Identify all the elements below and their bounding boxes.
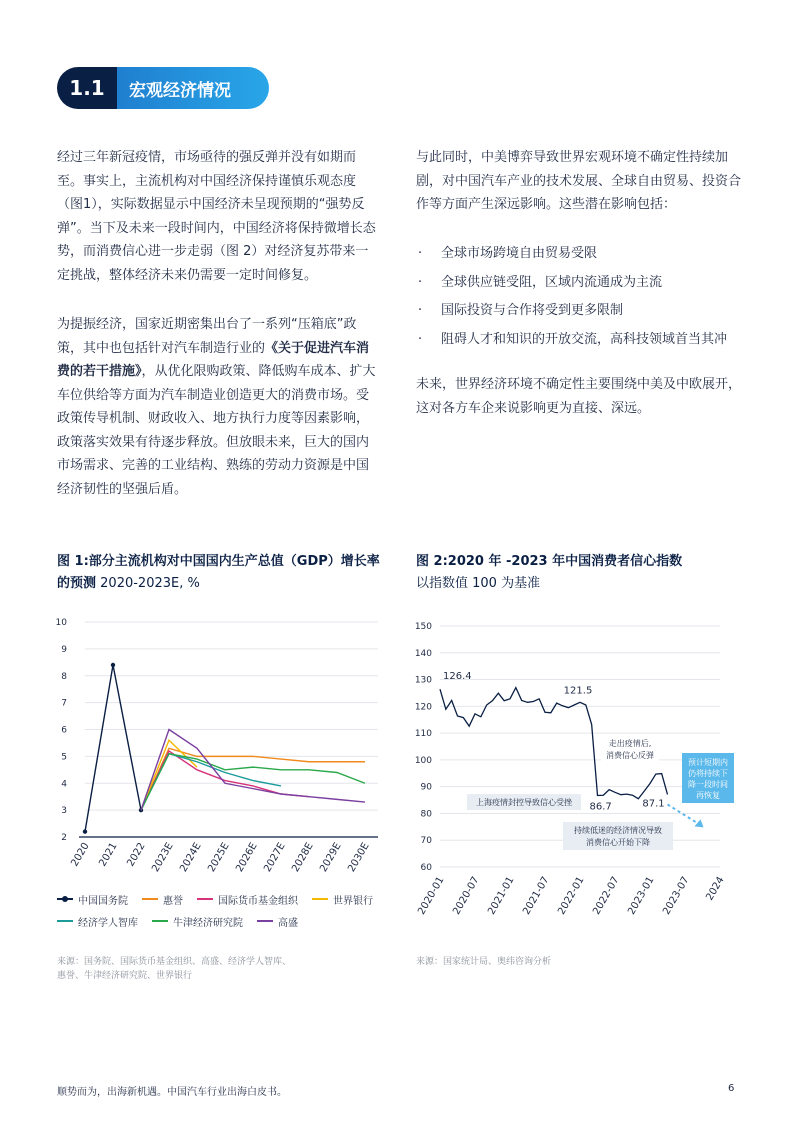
list-item — [416, 269, 746, 298]
fig1-source-line2: 惠誉、牛津经济研究院、世界银行 — [57, 971, 193, 981]
y-tick-label: 140 — [414, 648, 432, 659]
y-tick-label: 150 — [414, 622, 432, 632]
legend-swatch — [152, 920, 168, 922]
legend-row — [57, 910, 387, 932]
bullet-dot: · — [418, 246, 423, 261]
legend-swatch — [142, 898, 158, 900]
y-tick-label: 9 — [61, 644, 67, 655]
y-tick-label: 90 — [420, 782, 432, 793]
annotation-text: 走出疫情后, — [608, 739, 652, 748]
legend-label: 经济学人智库 — [78, 917, 138, 929]
x-tick-label: 2023-07 — [661, 875, 692, 917]
forecast-text: 预计短期内 — [688, 758, 728, 767]
y-tick-label: 70 — [420, 836, 432, 847]
x-tick-label: 2023E — [150, 841, 176, 875]
left-paragraph-1: 经过三年新冠疫情，市场亟待的强反弹并没有如期而至。事实上，主流机构对中国经济保持谨慎乐观态度（图1），实际数据显示中国经济未呈现预期的“强势反弹”。当下及未来一段时间内，中国经济将保持微增长态势，而消费信心进一步走弱（图 2）对经济复苏带来一定挑战，整体经济未来仍需要一定时间修复。 — [57, 150, 376, 283]
x-tick-label: 2021 — [97, 841, 120, 869]
list-item — [416, 297, 746, 326]
fig1-title-line2-bold: 的预测 — [57, 576, 97, 591]
right-paragraph-2: 未来，世界经济环境不确定性主要围绕中美及中欧展开，这对各方车企来说影响更为直接、深远。 — [416, 377, 742, 416]
bullet-dot: · — [418, 303, 423, 318]
legend-item — [57, 914, 138, 929]
legend-label: 世界银行 — [333, 895, 373, 907]
x-tick-label: 2026E — [234, 841, 260, 875]
x-tick-label: 2027E — [262, 841, 288, 875]
annotation-text: 上海疫情封控导致信心受挫 — [476, 798, 572, 807]
legend-label: 国际货币基金组织 — [218, 895, 298, 907]
x-tick-label: 2020-01 — [416, 875, 447, 917]
bullet-dot: · — [418, 274, 423, 290]
y-tick-label: 120 — [414, 702, 432, 713]
data-point — [111, 663, 115, 667]
series-line — [85, 665, 141, 832]
consumer-confidence-chart — [405, 612, 745, 942]
fig1-title-line1: 图 1:部分主流机构对中国国内生产总值（GDP）增长率 — [57, 554, 380, 569]
x-tick-label: 2022 — [125, 841, 148, 869]
x-tick-label: 2021-07 — [521, 875, 552, 917]
list-item-text: 全球供应链受阻，区域内流通成为主流 — [441, 274, 663, 290]
data-label: 126.4 — [443, 671, 472, 683]
data-label: 121.5 — [563, 685, 593, 697]
data-label: 86.7 — [589, 801, 612, 813]
legend-item — [257, 914, 298, 929]
forecast-text: 再恢复 — [696, 791, 720, 800]
y-tick-label: 6 — [61, 725, 67, 736]
right-paragraph-1: 与此同时，中美博弈导致世界宏观环境不确定性持续加剧，对中国汽车产业的技术发展、全球自由贸易、投资合作等方面产生深远影响。这些潜在影响包括： — [416, 150, 742, 212]
legend-swatch — [197, 898, 213, 900]
x-tick-label: 2020 — [69, 841, 92, 869]
x-tick-label: 2028E — [290, 841, 316, 875]
legend-item — [197, 892, 298, 907]
y-tick-label: 10 — [55, 618, 67, 628]
legend-item — [312, 892, 373, 907]
fig2-source: 来源：国家统计局、奥纬咨询分析 — [416, 957, 552, 967]
section-badge — [57, 67, 269, 109]
impact-list — [416, 240, 746, 354]
legend-label: 惠誉 — [163, 895, 183, 907]
y-tick-label: 7 — [61, 698, 67, 709]
y-tick-label: 60 — [420, 863, 432, 873]
list-item — [416, 240, 746, 269]
y-tick-label: 8 — [61, 671, 67, 682]
data-label: 87.1 — [642, 798, 665, 810]
data-point — [83, 829, 87, 833]
fig1-title — [57, 551, 387, 595]
forecast-text: 仍将持续下 — [688, 769, 728, 778]
x-tick-label: 2021-01 — [486, 875, 517, 917]
x-tick-label: 2025E — [206, 841, 232, 875]
y-tick-label: 100 — [414, 755, 432, 766]
forecast-arrow-head — [695, 819, 704, 827]
forecast-arrow-line — [668, 804, 700, 824]
annotation-text: 持续低迷的经济情况导致 — [574, 826, 662, 835]
x-tick-label: 2030E — [346, 841, 372, 875]
list-item-text: 阻碍人才和知识的开放交流，高科技领域首当其冲 — [441, 331, 728, 347]
legend-swatch — [312, 898, 328, 900]
annotation-text: 消费信心开始下降 — [586, 838, 650, 847]
left-paragraph-2 — [57, 313, 381, 501]
x-tick-label: 2024 — [704, 875, 727, 903]
list-item-text: 全球市场跨境自由贸易受限 — [441, 246, 598, 261]
legend-item — [57, 892, 128, 907]
fig2-title — [416, 551, 746, 595]
bullet-dot: · — [418, 331, 423, 347]
legend-item — [142, 892, 183, 907]
y-tick-label: 110 — [414, 729, 432, 740]
annotation-text: 消费信心反弹 — [606, 751, 654, 760]
list-item-text: 国际投资与合作将受到更多限制 — [441, 303, 624, 318]
left-paragraph-2-pre: 为提振经济，国家近期密集出台了一系列“压箱底”政策，其中也包括针对汽车制造行业的 — [57, 317, 357, 356]
legend-row — [57, 888, 387, 910]
series-line — [141, 748, 365, 810]
y-tick-label: 2 — [61, 833, 67, 843]
legend-label: 牛津经济研究院 — [173, 917, 243, 929]
footer-text: 顺势而为，出海新机遇。中国汽车行业出海白皮书。 — [57, 1087, 287, 1098]
legend-item — [152, 914, 243, 929]
fig1-source-line1: 来源：国务院、国际货币基金组织、高盛、经济学人智库、 — [57, 957, 292, 967]
legend-label: 高盛 — [278, 917, 298, 929]
gdp-forecast-chart — [50, 612, 390, 882]
section-number: 1.1 — [57, 67, 117, 109]
list-item — [416, 326, 746, 355]
y-tick-label: 3 — [61, 806, 67, 817]
y-tick-label: 5 — [61, 752, 67, 763]
x-tick-label: 2024E — [178, 841, 204, 875]
legend-swatch — [57, 898, 73, 900]
policy-title: 《关于促进汽车消费的若干措施》 — [57, 340, 370, 379]
y-tick-label: 130 — [414, 675, 432, 686]
page-number: 6 — [728, 1083, 735, 1094]
x-tick-label: 2029E — [318, 841, 344, 875]
legend-swatch — [257, 920, 273, 922]
left-paragraph-2-post: ，从优化限购政策、降低购车成本、扩大车位供给等方面为汽车制造业创造更大的消费市场。受政策传导机制、财政收入、地方执行力度等因素影响，政策落实效果有待逐步释放。但放眼未来，巨大的国内市场需求、完善的工业结构、熟练的劳动力资源是中国经济韧性的坚强后盾。 — [57, 364, 376, 497]
x-tick-label: 2020-07 — [451, 875, 482, 917]
fig1-legend — [57, 888, 387, 932]
legend-label: 中国国务院 — [78, 895, 128, 907]
legend-marker — [62, 896, 68, 902]
fig2-subtitle: 以指数值 100 为基准 — [416, 576, 541, 591]
fig1-title-line2-rest: 2020-2023E, % — [96, 576, 200, 591]
x-tick-label: 2022-01 — [556, 875, 587, 917]
series-line — [141, 730, 365, 811]
legend-swatch — [57, 920, 73, 922]
fig1-source — [57, 955, 291, 983]
fig2-title-line1: 图 2:2020 年 -2023 年中国消费者信心指数 — [416, 554, 683, 569]
section-title: 宏观经济情况 — [117, 67, 269, 109]
x-tick-label: 2023-01 — [626, 875, 657, 917]
forecast-text: 降一段时间 — [688, 780, 728, 789]
x-tick-label: 2022-07 — [591, 875, 622, 917]
y-tick-label: 80 — [420, 809, 432, 820]
y-tick-label: 4 — [61, 779, 67, 790]
